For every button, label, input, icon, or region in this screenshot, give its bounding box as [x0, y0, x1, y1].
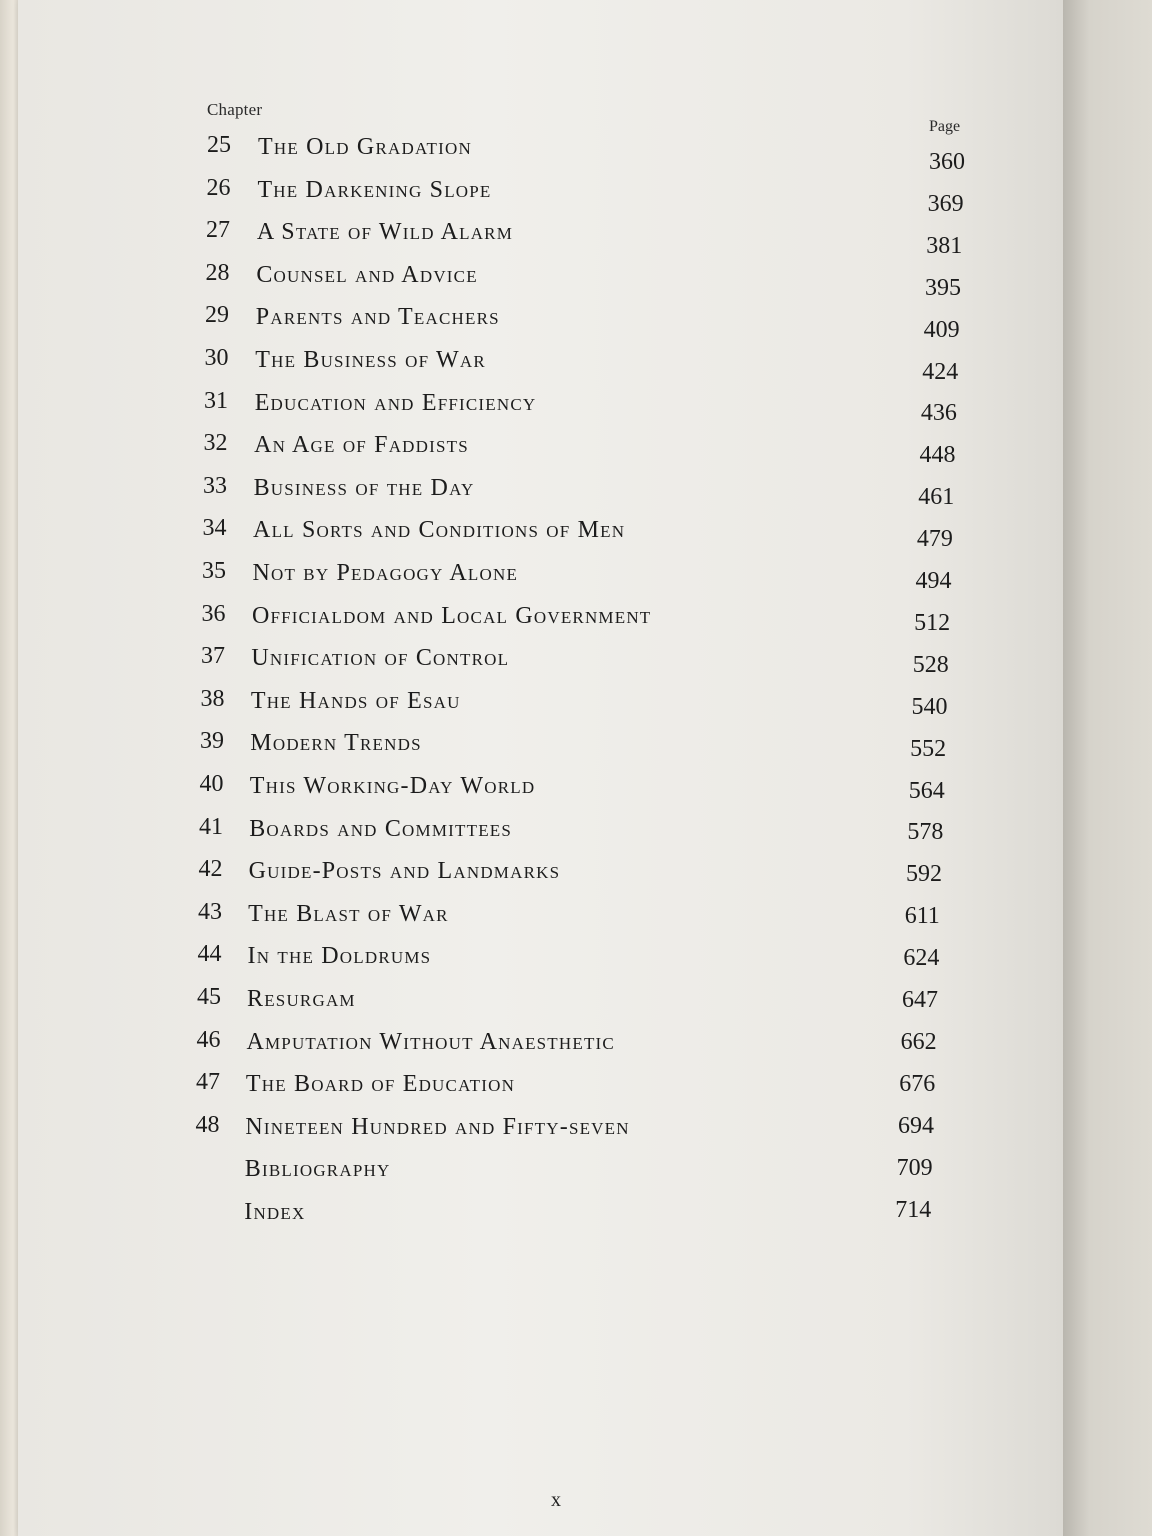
chapter-number: 48: [195, 1111, 220, 1138]
chapter-title: The Business of War: [255, 347, 486, 373]
page-number: 676: [899, 1070, 936, 1097]
page-number: 714: [895, 1196, 932, 1223]
page-number: 694: [897, 1112, 934, 1139]
chapter-number: 30: [204, 345, 229, 371]
page-number: 552: [910, 735, 947, 762]
chapter-number: 37: [201, 643, 225, 670]
page-number: 448: [919, 442, 956, 469]
chapter-title: Amputation Without Anaesthetic: [246, 1028, 615, 1055]
page-number: 360: [929, 149, 965, 175]
chapter-title: Boards and Committees: [249, 815, 513, 842]
chapter-number: 28: [205, 259, 230, 286]
chapter-number: 27: [206, 217, 230, 244]
chapter-title: Modern Trends: [250, 730, 422, 757]
chapter-number: 41: [199, 813, 223, 840]
chapter-title: Business of the Day: [253, 474, 475, 501]
chapter-number: 26: [206, 174, 231, 201]
page-number: 624: [903, 945, 940, 972]
chapter-title: Officialdom and Local Government: [251, 602, 652, 629]
chapter-column-header: Chapter: [207, 100, 263, 119]
page-number: 512: [914, 609, 951, 636]
chapter-title: Resurgam: [247, 986, 356, 1012]
chapter-title: Bibliography: [244, 1156, 391, 1183]
chapter-title: Counsel and Advice: [256, 261, 478, 288]
chapter-number: 45: [197, 984, 221, 1010]
chapter-number: 33: [203, 472, 227, 499]
page-number: 461: [918, 484, 955, 511]
page-number: 369: [927, 190, 964, 217]
chapter-number: 47: [196, 1069, 220, 1096]
page-folio: x: [551, 1489, 561, 1511]
page-number: 564: [908, 777, 945, 804]
chapter-number: 42: [198, 856, 223, 883]
chapter-title: Index: [244, 1199, 306, 1225]
chapter-title: This Working-Day World: [249, 773, 536, 799]
chapter-number: 46: [196, 1026, 221, 1053]
chapter-title: Not by Pedagogy Alone: [252, 560, 519, 586]
page-number: 479: [916, 526, 953, 553]
chapter-title: In the Doldrums: [247, 943, 432, 970]
page-number: 409: [923, 316, 960, 343]
page-number: 540: [911, 693, 948, 720]
chapter-number: 44: [197, 941, 222, 968]
chapter-number: 43: [198, 898, 222, 925]
page-number: 395: [924, 274, 961, 301]
chapter-number: 39: [200, 728, 224, 755]
page-number: 647: [902, 987, 938, 1013]
chapter-number: 35: [202, 558, 226, 584]
chapter-title: The Hands of Esau: [250, 687, 461, 714]
chapter-title: All Sorts and Conditions of Men: [253, 517, 626, 544]
chapter-title: Unification of Control: [251, 645, 510, 672]
chapter-title: The Blast of War: [248, 900, 449, 927]
chapter-title: Guide-Posts and Landmarks: [248, 858, 561, 885]
chapter-number: 36: [201, 600, 226, 627]
chapter-number: 29: [205, 302, 229, 329]
page-number: 592: [906, 861, 943, 888]
chapter-number: 31: [204, 387, 228, 414]
chapter-number: 34: [202, 515, 227, 542]
page-number: 424: [922, 358, 959, 385]
chapter-title: An Age of Faddists: [254, 432, 469, 459]
page-number: 381: [926, 232, 963, 259]
chapter-title: Nineteen Hundred and Fifty-seven: [245, 1113, 630, 1140]
page-number: 578: [907, 819, 944, 846]
page-number: 494: [915, 568, 952, 594]
chapter-title: Education and Efficiency: [254, 389, 537, 416]
chapter-number: 38: [200, 685, 225, 712]
chapter-number: 32: [203, 430, 228, 457]
chapter-number: 25: [207, 132, 231, 158]
chapter-number: 40: [199, 771, 224, 797]
chapter-title: Parents and Teachers: [255, 304, 500, 331]
chapter-title: The Darkening Slope: [257, 176, 492, 203]
chapter-title: A State of Wild Alarm: [256, 219, 514, 246]
page-number: 709: [896, 1154, 933, 1181]
page-column-header: Page: [929, 118, 961, 135]
page-number: 611: [904, 903, 940, 930]
chapter-title: The Board of Education: [245, 1071, 516, 1098]
page-number: 528: [912, 651, 949, 678]
chapter-title: The Old Gradation: [258, 134, 472, 160]
page-number: 436: [920, 400, 957, 427]
page-number: 662: [900, 1028, 937, 1055]
